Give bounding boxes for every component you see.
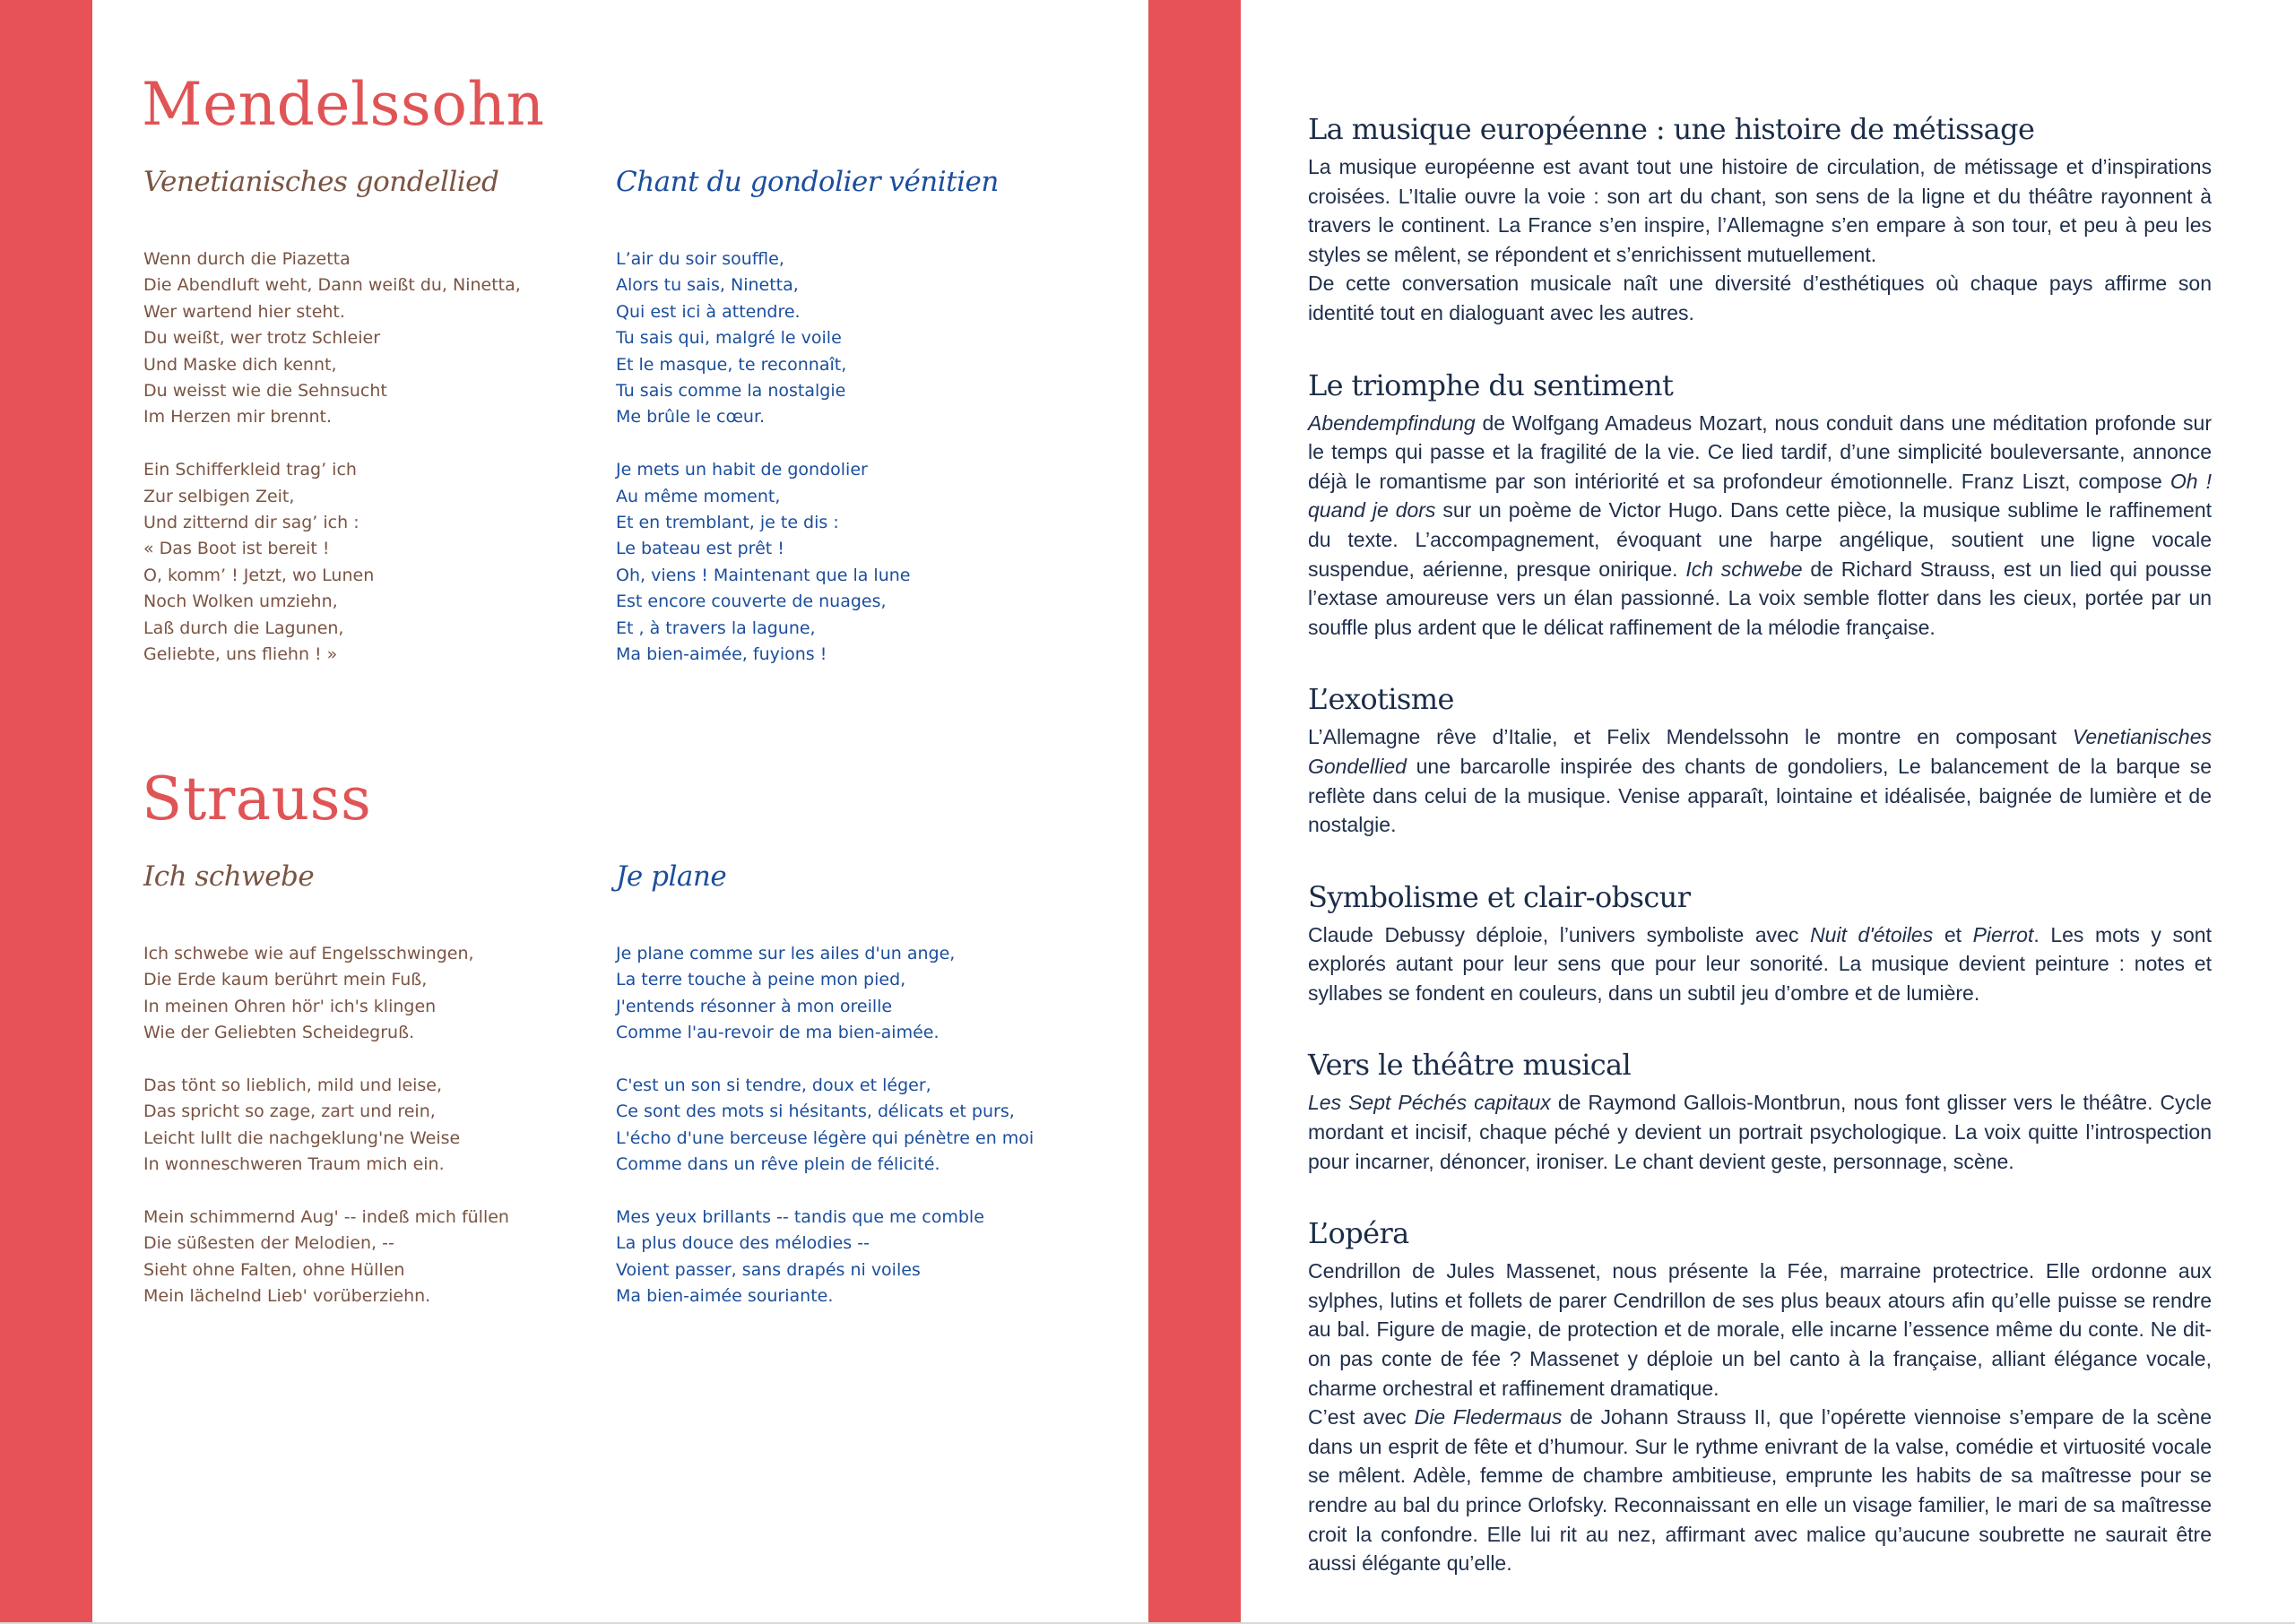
text-run: C’est avec bbox=[1308, 1405, 1415, 1430]
section-heading: L’opéra bbox=[1308, 1216, 1409, 1251]
text-run: La musique européenne est avant tout une histoire de circulation, de métissage et d’inspirations croisées. L’Italie ouvre la voie : son art du chant, son sens de la ligne et du théâtre rayonnent à travers le continent. La France s’en inspire, l’Allemagne s’en empare à son tour, et peu à peu les styles se mêlent, se répondent et s’enrichissent mutuellement. bbox=[1308, 155, 2212, 266]
lyric-line: Die süßesten der Melodien, -- bbox=[143, 1233, 394, 1254]
lyric-line: Oh, viens ! Maintenant que la lune bbox=[616, 565, 911, 585]
work-title: Pierrot bbox=[1972, 922, 2034, 946]
stanza bbox=[143, 1205, 509, 1310]
lyric-line: Laß durch die Lagunen, bbox=[143, 618, 344, 638]
lyric-line: Im Herzen mir brennt. bbox=[143, 407, 333, 428]
section-heading: La musique européenne : une histoire de métissage bbox=[1308, 112, 2035, 146]
lyric-line: Geliebte, uns fliehn ! » bbox=[143, 644, 338, 665]
lyric-line: Und Maske dich kennt, bbox=[143, 354, 337, 375]
paragraph bbox=[1308, 152, 2212, 269]
stanza bbox=[616, 1205, 1034, 1310]
lyric-line: Wer wartend hier steht. bbox=[143, 301, 345, 322]
text-run: L’Allemagne rêve d’Italie, et Felix Mendelssohn le montre en composant bbox=[1308, 725, 2073, 749]
lyric-line: Tu sais qui, malgré le voile bbox=[616, 328, 842, 349]
stanza bbox=[616, 1073, 1034, 1179]
translated-lyrics bbox=[616, 941, 1034, 1310]
lyric-line: L'écho d'une berceuse légère qui pénètre en moi bbox=[616, 1127, 1035, 1148]
essay-column bbox=[1308, 111, 2212, 1618]
text-run: De cette conversation musicale naît une diversité d’esthétiques où chaque pays affirme son identité tout en dialoguant avec les autres. bbox=[1308, 272, 2212, 324]
work-title: Venetianisches Gondellied bbox=[1308, 725, 2212, 778]
lyric-line: Du weißt, wer trotz Schleier bbox=[143, 328, 381, 349]
lyric-line: Et le masque, te reconnaît, bbox=[616, 354, 847, 375]
lyric-line: Ein Schifferkleid trag’ ich bbox=[143, 460, 357, 480]
paragraph bbox=[1308, 722, 2212, 839]
section-heading: Symbolisme et clair-obscur bbox=[1308, 879, 1691, 914]
lyric-line: Wie der Geliebten Scheidegruß. bbox=[143, 1023, 415, 1043]
text-run: de Raymond Gallois-Montbrun, nous font glisser vers le théâtre. Cycle mordant et incisif, chaque péché y devient un portrait psychologique. La voix quitte l’introspection pour incarner, dénoncer, ironiser. Le chant devient geste, personnage, scène. bbox=[1308, 1091, 2212, 1173]
lyric-line: Et en tremblant, je te dis : bbox=[616, 513, 839, 533]
essay-section-sentiment bbox=[1308, 367, 2212, 643]
lyric-line: Tu sais comme la nostalgie bbox=[616, 381, 846, 402]
lyric-line: O, komm’ ! Jetzt, wo Lunen bbox=[143, 565, 375, 585]
paragraph bbox=[1308, 1088, 2212, 1176]
lyric-line: Me brûle le cœur. bbox=[616, 407, 766, 428]
lyric-line: Wenn durch die Piazetta bbox=[143, 249, 351, 269]
composer-title: Strauss bbox=[142, 764, 372, 834]
stanza bbox=[143, 457, 521, 668]
lyric-line: Ce sont des mots si hésitants, délicats et purs, bbox=[616, 1101, 1015, 1122]
lyric-line: In meinen Ohren hör' ich's klingen bbox=[143, 996, 437, 1016]
stanza bbox=[143, 246, 521, 431]
text-run: de Johann Strauss II, que l’opérette viennoise s’empare de la scène dans un esprit de fête et d’humour. Sur le rythme enivrant de la valse, comédie et virtuosité vocale se mêlent. Adèle, femme de chambre ambitieuse, emprunte les habits de sa maîtresse pour se rendre au bal du prince Orlofsky. Reconnaissant en elle un visage familier, le mari de sa maîtresse croit la confondre. Elle lui rit au nez, affirmant avec malice qu’aucune soubrette ne saurait être aussi élégante qu’elle. bbox=[1308, 1405, 2212, 1576]
lyric-line: Noch Wolken umziehn, bbox=[143, 592, 338, 612]
lyric-line: Ma bien-aimée, fuyions ! bbox=[616, 644, 827, 665]
left-red-band bbox=[0, 0, 92, 1622]
paragraph bbox=[1308, 409, 2212, 643]
lyric-line: Die Abendluft weht, Dann weißt du, Ninetta, bbox=[143, 275, 521, 296]
section-heading: L’exotisme bbox=[1308, 682, 1454, 717]
lyric-line: « Das Boot ist bereit ! bbox=[143, 539, 330, 559]
section-body bbox=[1308, 1088, 2212, 1176]
essay-section-symbolisme bbox=[1308, 879, 2212, 1008]
lyric-line: In wonneschweren Traum mich ein. bbox=[143, 1154, 445, 1175]
center-red-band bbox=[1148, 0, 1241, 1622]
text-run: Claude Debussy déploie, l’univers symboliste avec bbox=[1308, 922, 1811, 946]
paragraph bbox=[1308, 1403, 2212, 1578]
lyric-line: Ich schwebe wie auf Engelsschwingen, bbox=[143, 944, 474, 963]
original-song-title: Venetianisches gondellied bbox=[143, 166, 499, 198]
text-run: de Richard Strauss, est un lied qui pousse l’extase amoureuse vers un élan passionné. La voix semble flotter dans les cieux, portée par un souffle plus ardent que le délicat raffinement de la mélodie française. bbox=[1308, 557, 2212, 639]
section-body bbox=[1308, 722, 2212, 839]
work-title: Oh ! quand je dors bbox=[1308, 469, 2212, 523]
stanza bbox=[143, 941, 509, 1047]
translated-song-title: Je plane bbox=[616, 860, 727, 893]
lyric-line: Zur selbigen Zeit, bbox=[143, 486, 295, 506]
stanza bbox=[616, 457, 910, 668]
lyric-line: Au même moment, bbox=[616, 486, 781, 506]
lyric-line: Voient passer, sans drapés ni voiles bbox=[616, 1259, 921, 1280]
text-run: de Wolfgang Amadeus Mozart, nous conduit dans une méditation profonde sur le temps qui passe et la fragilité de la vie. Ce lied tardif, d’une simplicité bouleversante, annonce déjà le romantisme par son intériorité et sa profondeur émotionnelle. Franz Liszt, compose bbox=[1308, 410, 2212, 493]
work-title: Abendempfindung bbox=[1308, 410, 1476, 435]
text-run: et bbox=[1933, 922, 1973, 946]
lyric-line: Leicht lullt die nachgeklung'ne Weise bbox=[143, 1127, 461, 1148]
section-body bbox=[1308, 409, 2212, 643]
lyric-line: J'entends résonner à mon oreille bbox=[616, 996, 893, 1016]
lyric-line: Comme l'au-revoir de ma bien-aimée. bbox=[616, 1023, 940, 1043]
work-title: Les Sept Péchés capitaux bbox=[1308, 1091, 1551, 1115]
lyric-line: C'est un son si tendre, doux et léger, bbox=[616, 1075, 931, 1096]
lyric-line: Qui est ici à attendre. bbox=[616, 301, 801, 322]
lyric-line: Je mets un habit de gondolier bbox=[616, 460, 868, 480]
paragraph bbox=[1308, 920, 2212, 1008]
section-heading: Vers le théâtre musical bbox=[1308, 1048, 1632, 1083]
section-body bbox=[1308, 920, 2212, 1008]
text-run: une barcarolle inspirée des chants de gondoliers, Le balancement de la barque se reflète dans celui de la musique. Venise apparaît, lointaine et idéalisée, baignée de lumière et de nostalgie. bbox=[1308, 754, 2212, 837]
translated-song-title: Chant du gondolier vénitien bbox=[616, 166, 999, 198]
stanza bbox=[616, 246, 910, 431]
lyric-line: Comme dans un rêve plein de félicité. bbox=[616, 1154, 940, 1175]
lyric-line: Die Erde kaum berührt mein Fuß, bbox=[143, 970, 428, 990]
composer-title: Mendelssohn bbox=[142, 70, 545, 139]
paragraph bbox=[1308, 269, 2212, 327]
essay-section-metissage bbox=[1308, 111, 2212, 328]
lyric-line: Est encore couverte de nuages, bbox=[616, 592, 887, 612]
original-lyrics bbox=[143, 246, 521, 668]
lyric-line: Das tönt so lieblich, mild und leise, bbox=[143, 1075, 443, 1096]
lyric-line: La plus douce des mélodies -- bbox=[616, 1233, 870, 1254]
lyric-line: L’air du soir souffle, bbox=[616, 249, 784, 269]
text-run: . Les mots y sont explorés autant pour leur sens que pour leur sonorité. La musique devient peinture : notes et syllabes se fondent en couleurs, dans un subtil jeu d’ombre et de lumière. bbox=[1308, 922, 2212, 1005]
text-run: Cendrillon de Jules Massenet, nous présente la Fée, marraine protectrice. Elle ordonne aux sylphes, lutins et follets de parer Cendrillon de ses plus beaux atours afin qu’elle puisse se rendre au bal. Figure de magie, de protection et de morale, elle incarne l’essence même du conte. Ne dit-on pas conte de fée ? Massenet y déploie un bel canto à la française, alliant élégance vocale, charme orchestral et raffinement dramatique. bbox=[1308, 1259, 2212, 1400]
lyric-line: La terre touche à peine mon pied, bbox=[616, 970, 906, 990]
lyric-line: Mein lächelnd Lieb' vorüberziehn. bbox=[143, 1286, 431, 1307]
lyric-line: Du weisst wie die Sehnsucht bbox=[143, 381, 387, 402]
stanza bbox=[143, 1073, 509, 1179]
lyric-line: Alors tu sais, Ninetta, bbox=[616, 275, 799, 296]
paragraph bbox=[1308, 1257, 2212, 1403]
text-run: sur un poème de Victor Hugo. Dans cette pièce, la musique sublime le raffinement du texte. L’accompagnement, évoquant une harpe angélique, soutient une ligne vocale suspendue, aérienne, presque onirique. bbox=[1308, 498, 2212, 581]
lyric-line: Mein schimmernd Aug' -- indeß mich füllen bbox=[143, 1207, 509, 1228]
translated-lyrics bbox=[616, 246, 910, 668]
lyric-line: Et , à travers la lagune, bbox=[616, 618, 816, 638]
section-body bbox=[1308, 152, 2212, 328]
section-body bbox=[1308, 1257, 2212, 1578]
original-song-title: Ich schwebe bbox=[143, 860, 315, 893]
original-lyrics bbox=[143, 941, 509, 1310]
section-heading: Le triomphe du sentiment bbox=[1308, 367, 1674, 402]
essay-section-theatre bbox=[1308, 1047, 2212, 1176]
lyric-line: Sieht ohne Falten, ohne Hüllen bbox=[143, 1259, 405, 1280]
lyric-line: Mes yeux brillants -- tandis que me comble bbox=[616, 1207, 984, 1228]
stanza bbox=[616, 941, 1034, 1047]
lyric-line: Und zitternd dir sag’ ich : bbox=[143, 513, 359, 533]
essay-section-exotisme bbox=[1308, 681, 2212, 839]
essay-section-opera bbox=[1308, 1215, 2212, 1578]
lyric-line: Ma bien-aimée souriante. bbox=[616, 1286, 834, 1307]
work-title: Nuit d'étoiles bbox=[1810, 922, 1934, 946]
lyric-line: Das spricht so zage, zart und rein, bbox=[143, 1101, 436, 1122]
lyric-line: Je plane comme sur les ailes d'un ange, bbox=[616, 944, 956, 963]
lyric-line: Le bateau est prêt ! bbox=[616, 539, 784, 559]
work-title: Die Fledermaus bbox=[1414, 1405, 1563, 1430]
work-title: Ich schwebe bbox=[1685, 557, 1803, 581]
